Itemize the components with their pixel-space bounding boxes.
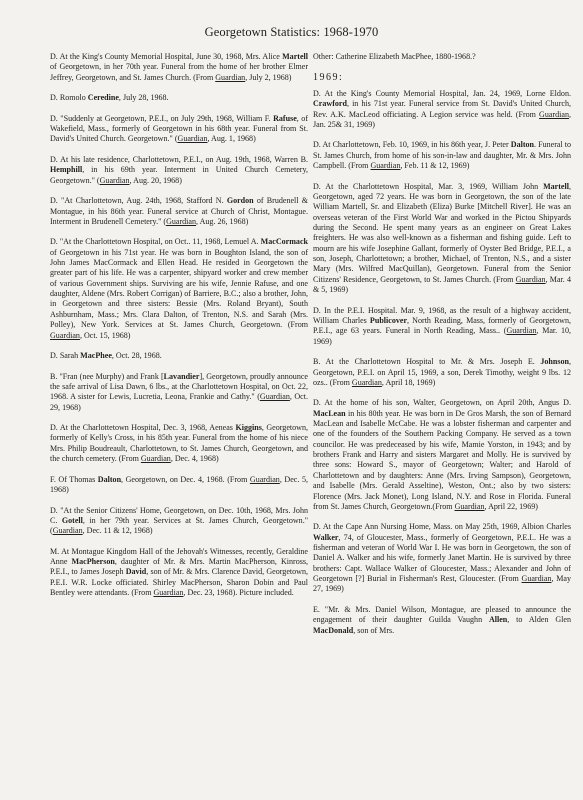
entry-text: B. At the Charlottetown Hospital to Mr. & Mrs. Joseph E.	[313, 357, 541, 367]
source-name: Guardian	[259, 392, 290, 402]
entry-text: D. In the P.E.I. Hospital. Mar. 9, 1968, as the result of a highway accident, William Charles	[313, 305, 571, 325]
entry-text: D. At his late residence, Charlottetown, P.E.I., on Aug. 19th, 1968, Warren B.	[50, 154, 308, 164]
entry-text: , in his 71st year. Funeral service from St. David's United Church, Rev. A.K. MacLeod officiating. A Legion service was held. (From	[313, 99, 571, 119]
surname: MacPhee	[80, 351, 112, 361]
left-entry	[50, 475, 308, 496]
entry-text: D. "At the Senior Citizens' Home, Georgetown, on Dec. 10th, 1968, Mrs. John C.	[50, 505, 308, 525]
entry-text: , of Wakefield, Mass., formerly of Georgetown in his 68th year. Funeral from St. David's United Church. Georgetown." (	[50, 113, 308, 144]
right-entry	[313, 306, 571, 347]
surname: Crawford	[313, 99, 347, 109]
source-name: Guardian	[215, 72, 246, 82]
entry-text: , Oct. 28, 1968.	[111, 351, 162, 361]
left-entry	[50, 506, 308, 537]
left-column	[50, 52, 308, 609]
entry-text: D. "At the Charlottetown Hospital, on Oct.. 11, 1968, Lemuel A.	[50, 237, 261, 247]
source-date: , Dec. 23, 1968). Picture included.	[183, 588, 294, 598]
source-date: , Dec. 4, 1968)	[170, 454, 219, 464]
right-entry	[313, 522, 571, 594]
left-entry	[50, 237, 308, 340]
entry-text: D. Romolo	[50, 93, 88, 103]
left-entry	[50, 52, 308, 83]
entry-text: , in his 69th year. Interment in United Church Cemetery, Georgetown." (	[50, 165, 308, 185]
entry-text: D. "Suddenly at Georgetown, P.E.I., on July 29th, 1968, William F.	[50, 113, 274, 123]
source-name: Guardian	[370, 161, 401, 171]
right-column-entries	[313, 89, 571, 636]
source-date: , Dec. 5, 1968)	[50, 474, 308, 495]
entry-text: B. "Fran (nee Murphy) and Frank [	[50, 371, 164, 381]
entry-text: , North Reading, Mass, formerly of Georgetown, P.E.I., age 63 years. Funeral in North Reading, Mass.. (	[313, 315, 571, 336]
entry-text: in his 80th year. He was born in De Gros Marsh, the son of Bernard MacLean and Isabelle McCabe. He was a lobster fisherman and carpenter and one of the founders of the Southern Packing Company. He served as a town councilor. He was predeceased by his wife, Mamie Yorston, in 1943; and by brothers Frank and Harry and sisters Margaret and Molly. He is survived by three sons: Howard S., mayor of Georgetown; Walter; and Harold of Charlottetown and by daughters: Anne (Mrs. Irving Sampson), Georgetown, and Isabelle (Mrs. Gerald Asseltine), Weston, Ont.; also by two sisters: Florence (Mrs. Jack Monet), Long Island, N.Y. and Rose in Florida. Funeral from St. James Church, Georgetown.(From	[313, 408, 571, 511]
entry-text: , Georgetown, on Dec. 4, 1968. (From	[121, 474, 250, 484]
surname: Gotell	[61, 515, 83, 525]
left-entry	[50, 351, 308, 361]
surname: Allen	[488, 615, 508, 625]
source-name: Guardian	[177, 134, 208, 144]
entry-text: , Georgetown, formerly of Kelly's Cross, in his 85th year. Funeral from the home of his niece Mrs. Philip Boudreault, Charlottetown, to St. James Church, Georgetown, and the church cemetery. (From	[50, 423, 308, 464]
source-date: , Mar. 10, 1969)	[313, 326, 571, 346]
entry-text: , July 28, 1968.	[118, 93, 169, 103]
entry-text: , son of Mr. & Mrs. Clarence David, Georgetown, P.E.I. W.R. Locke officiated. Shirley MacPherson, Sharon Dobin and Paul Bentley were attendants. (From	[50, 567, 308, 598]
left-entry	[50, 547, 308, 599]
left-entry	[50, 196, 308, 227]
right-entry	[313, 357, 571, 388]
entry-text: D. At the King's County Memorial Hospital, June 30, 1968, Mrs. Alice	[50, 52, 283, 61]
source-date: , Oct. 29, 1968)	[50, 392, 309, 412]
source-date: , Aug. 20, 1968)	[129, 175, 182, 185]
entry-text: E. "Mr. & Mrs. Daniel Wilson, Montague, are pleased to announce the engagement of their daughter Guilda Vaughn	[313, 604, 571, 625]
left-entry	[50, 155, 308, 186]
source-name: Guardian	[454, 501, 485, 511]
source-date: , Aug. 26, 1968)	[196, 216, 249, 226]
left-entry	[50, 93, 308, 103]
entry-text: of Georgetown in his 71st year. He was born in Boughton Island, the son of John James MacCormack and Ellen Head. He resided in Georgetown the greater part of his life. He was a carpenter, shipyard worker and crew member of various Government ships. Surviving are his wife, Jennie Rafuse, and one daughter, Aldene (Mrs. Robert Corrigan) of Barriere, B.C.; also a brother, John, in Georgetown and three sisters: Bessie (Mrs. Roland Bryant), South Ashburnham, Mass.; Mrs. Clara Dalton, of Trenton, N.S. and Sarah (Mrs. Polley), New York. Services at St. James Church, Georgetown. (From	[50, 247, 308, 330]
entry-text: , to Alden Glen	[507, 615, 571, 625]
right-entry	[313, 182, 571, 296]
surname: Publicover	[369, 315, 408, 325]
surname: Lavandier	[163, 371, 200, 381]
surname: Gordon	[226, 196, 254, 206]
entry-text: ], Georgetown, proudly announce the safe arrival of Lisa Dawn, 6 lbs., at the Charlottetown Hospital, on Oct. 22, 1968. A sister for Lewis, Lucretia, Leona, Frankie and Cathy." (	[50, 371, 308, 402]
entry-text: D. At the King's County Memorial Hospital, Jan. 24, 1969, Lorne Eldon.	[313, 88, 571, 98]
surname: MacDonald	[313, 625, 354, 635]
entry-text: D. Sarah	[50, 351, 81, 361]
source-date: , Aug. 1, 1968)	[207, 134, 256, 144]
entry-text: D. At the Charlottetown Hospital, Mar. 3, 1969, William John	[313, 181, 544, 191]
entry-text: D. "At Charlottetown, Aug. 24th, 1968, Stafford N.	[50, 196, 227, 206]
source-name: Guardian	[99, 175, 130, 185]
surname: Dalton	[510, 140, 535, 150]
right-entry	[313, 605, 571, 636]
entry-text: , Georgetown, aged 72 years. He was born in Georgetown, the son of the late William Martell, Sr. and Elizabeth (Eliza) Burke [Mitchell River]. He was an overseas veteran of the First World War and worked in the Pictou Shipyards during the Second. He spent many years as an engineer on Great Lakes freighters. He was also well-known as a fisherman and fishing guide. Left to mourn are his wife Josephine Gallant, formerly of Oyster Bed Bridge, P.E.I., a son, Joseph, Charlottetown; a brother, Michael, of Trenton, N.S., and a sister Mary (Mrs. Wilfred MacQuillan), Georgetown. Funeral from the Senior Citizens' Residence, Georgetown, to St. James Church. (From	[313, 181, 571, 284]
surname: Kiggins	[235, 423, 262, 433]
page-title: Georgetown Statistics: 1968-1970	[204, 25, 379, 39]
source-name: Guardian	[515, 274, 546, 284]
year-heading: 1969:	[313, 71, 344, 83]
source-name: Guardian	[539, 109, 569, 119]
surname: MacPherson	[71, 557, 115, 567]
surname: MacLean	[313, 408, 346, 418]
source-date: , Dec. 11 & 12, 1968)	[82, 526, 153, 536]
source-name: Guardian	[140, 454, 171, 464]
source-name: Guardian	[153, 588, 184, 598]
source-name: Guardian	[166, 216, 197, 226]
right-column	[313, 52, 571, 646]
entry-text: of Georgetown, in her 70th year. Funeral from the home of her brother Elmer Jeffrey, Georgetown, and St. James Church. (From	[50, 62, 308, 82]
entry-text: . Funeral to St. James Church, from home of his son-in-law and daughter, Mr. & Mrs. John Campbell. (From	[313, 140, 572, 171]
surname: Walker	[313, 532, 339, 542]
entry-text: D. At the home of his son, Walter, Georgetown, on April 20th, Angus D.	[313, 398, 571, 408]
source-name: Guardian	[52, 526, 83, 536]
source-date: , May 27, 1969)	[313, 574, 572, 594]
source-name: Guardian	[506, 326, 537, 336]
source-name: Guardian	[351, 377, 382, 387]
right-entry	[313, 89, 571, 130]
entry-text: D. At the Cape Ann Nursing Home, Mass. on May 25th, 1969, Albion Charles	[313, 522, 571, 532]
source-date: , April 18, 1969)	[381, 377, 436, 387]
entry-text: M. At Montague Kingdom Hall of the Jehovah's Witnesses, recently, Geraldine Anne	[50, 546, 308, 567]
source-name: Guardian	[249, 474, 280, 484]
surname: Dalton	[97, 474, 122, 484]
source-date: , July 2, 1968)	[245, 72, 292, 82]
left-entry	[50, 372, 308, 413]
other-entry: Other: Catherine Elizabeth MacPhee, 1880-1968.?	[313, 52, 476, 61]
surname: Martell	[543, 181, 569, 191]
surname: Rafuse	[273, 113, 297, 123]
source-date: , April 22, 1969)	[484, 501, 538, 511]
source-name: Guardian	[50, 330, 80, 340]
source-date: , Feb. 11 & 12, 1969)	[400, 161, 470, 171]
entry-text: , son of Mrs.	[353, 625, 395, 635]
entry-text: , in her 79th year. Services at St. James Church, Georgetown." (	[50, 515, 308, 536]
entry-text: of Brudenell & Montague, in his 86th year. Funeral service at Church of Christ, Montague. Interment in Brudenell Cemetery." (	[50, 196, 308, 226]
entry-text: D. At the Charlottetown Hospital, Dec. 3, 1968, Aeneas	[50, 423, 236, 433]
surname: David	[125, 567, 147, 577]
surname: Martell	[282, 52, 308, 61]
source-date: , Oct. 15, 1968)	[79, 330, 131, 340]
surname: Hemphill	[50, 165, 83, 175]
entry-text: , 74, of Gloucester, Mass., formerly of Georgetown, P.E.I.. He was a fisherman and veteran of World War I. He was born in Georgetown, the son of Daniel A. Walker and his wife, formerly Janet Martin. He is survived by three brothers: Capt. Wallace Walker of Gloucester, Mass.; Alexander and John of Georgetown [?] Burial in Fisherman's Rest, Gloucester. (From	[313, 532, 571, 584]
right-entry	[313, 398, 571, 512]
entry-text: , daughter of Mr. & Mrs. Martin MacPherson, Kinross, P.E.I., to James Joseph	[50, 557, 308, 577]
surname: Ceredine	[87, 93, 119, 103]
surname: Johnson	[540, 357, 569, 367]
left-entry	[50, 423, 308, 464]
entry-text: F. Of Thomas	[50, 474, 98, 484]
source-name: Guardian	[521, 574, 552, 584]
left-entry	[50, 114, 308, 145]
entry-text: , Georgetown, P.E.I. on April 15, 1969, a son, Derek Timothy, weight 9 lbs. 12 ozs.. (From	[313, 357, 571, 387]
surname: MacCormack	[260, 237, 308, 247]
right-entry	[313, 140, 571, 171]
entry-text: D. At Charlottetown, Feb. 10, 1969, in his 86th year, J. Peter	[313, 140, 511, 150]
source-date: , Mar. 4 & 5, 1969)	[313, 274, 571, 295]
source-date: , Jan. 25& 31, 1969)	[313, 109, 571, 129]
